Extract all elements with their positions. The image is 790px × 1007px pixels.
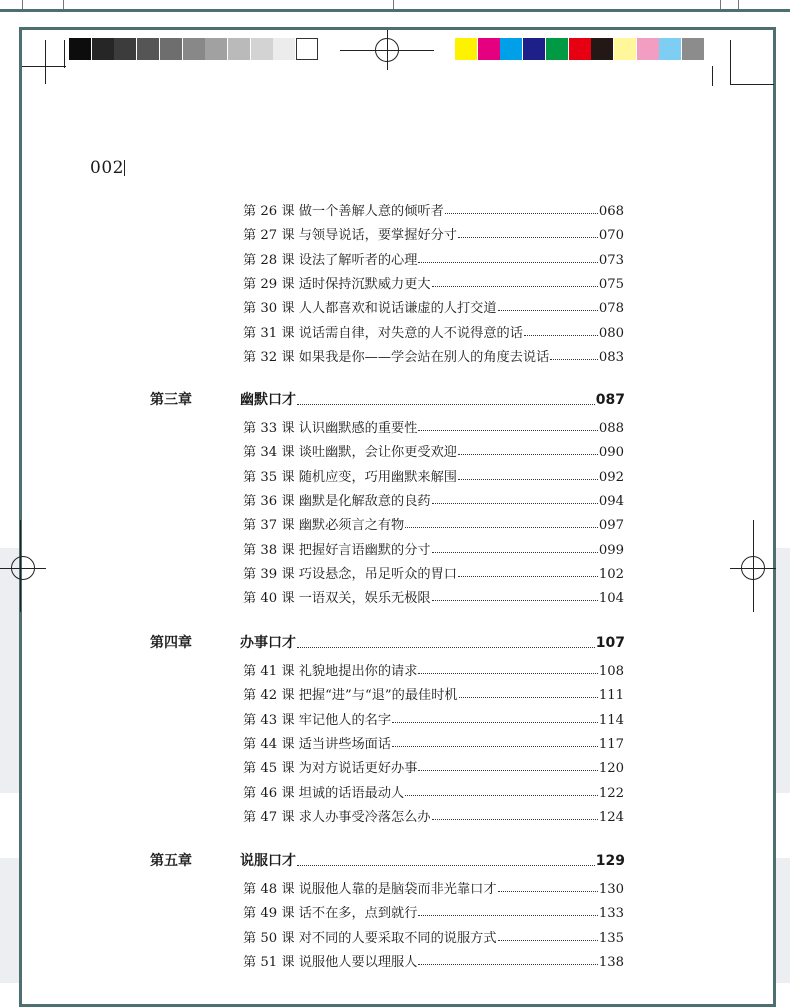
lesson-name: 说话需自律，对失意的人不说得意的话	[298, 325, 523, 341]
dot-leader	[498, 939, 598, 941]
lesson-title	[243, 709, 391, 728]
lesson-title	[243, 878, 497, 897]
dot-leader	[498, 890, 598, 892]
dot-leader	[498, 309, 598, 311]
lesson-name: 设法了解听者的心理	[298, 252, 418, 268]
lesson-page-number: 094	[598, 493, 624, 509]
lesson-name: 适时保持沉默威力更大	[298, 276, 431, 292]
crop-mark	[64, 40, 65, 68]
lesson-number: 第 45 课	[243, 761, 295, 777]
lesson-number: 第 49 课	[243, 906, 295, 922]
lesson-name: 适当讲些场面话	[298, 736, 392, 752]
lesson-page-number: 083	[598, 349, 624, 365]
toc-lesson-entry[interactable]	[243, 660, 624, 678]
toc-lesson-entry[interactable]	[243, 587, 624, 605]
lesson-page-number: 124	[598, 809, 624, 825]
lesson-number: 第 34 课	[243, 445, 295, 461]
lesson-number: 第 26 课	[243, 204, 295, 219]
lesson-page-number: 080	[598, 325, 624, 341]
lesson-page-number: 133	[598, 906, 624, 922]
lesson-page-number: 097	[598, 518, 624, 534]
crop-mark	[20, 520, 21, 612]
color-swatch	[455, 38, 477, 60]
lesson-number: 第 28 课	[243, 252, 295, 268]
lesson-title	[243, 902, 417, 921]
lesson-title	[243, 927, 497, 946]
toc-lesson-entry[interactable]	[243, 806, 624, 824]
lesson-number: 第 36 课	[243, 493, 295, 509]
page-number: 002	[90, 158, 124, 178]
lesson-title	[243, 757, 417, 776]
dot-leader	[418, 963, 597, 965]
dot-leader	[418, 261, 597, 263]
chapter-page-number: 107	[595, 635, 625, 651]
chapter-entry	[240, 389, 625, 409]
lesson-title	[243, 417, 417, 436]
crop-mark	[712, 66, 713, 86]
lesson-page-number: 088	[598, 421, 624, 436]
dot-leader	[297, 864, 595, 866]
color-swatch	[500, 38, 522, 60]
lesson-number: 第 46 课	[243, 785, 295, 801]
lesson-name: 说服他人要以理服人	[298, 954, 418, 970]
lesson-number: 第 48 课	[243, 882, 295, 897]
dot-leader	[445, 212, 598, 214]
lesson-name: 谈吐幽默，会让你更受欢迎	[298, 445, 457, 461]
color-swatch	[137, 38, 159, 60]
color-swatch	[114, 38, 136, 60]
dot-leader	[418, 769, 597, 771]
toc-lesson-entry[interactable]	[243, 490, 624, 508]
lesson-number: 第 32 课	[243, 349, 295, 365]
lesson-name: 对不同的人要采取不同的说服方式	[298, 930, 497, 946]
lesson-title	[243, 660, 417, 679]
lesson-title	[243, 539, 431, 558]
lesson-number: 第 43 课	[243, 712, 295, 728]
toc-lesson-entry[interactable]	[243, 346, 624, 364]
lesson-name: 牢记他人的名字	[298, 712, 392, 728]
crop-mark	[45, 40, 46, 84]
toc-lesson-entry[interactable]	[243, 322, 624, 340]
lesson-title	[243, 733, 391, 752]
color-swatch	[69, 38, 91, 60]
chapter-number: 第五章	[150, 853, 192, 869]
lesson-number: 第 27 课	[243, 228, 295, 244]
lesson-page-number: 090	[598, 445, 624, 461]
lesson-name: 一语双关，娱乐无极限	[298, 591, 431, 607]
toc-lesson-entry[interactable]	[243, 297, 624, 315]
color-swatch	[659, 38, 681, 60]
lesson-title	[243, 224, 457, 243]
lesson-name: 把握“进”与“退”的最佳时机	[298, 688, 458, 704]
lesson-number: 第 47 课	[243, 809, 295, 825]
lesson-title	[243, 782, 404, 801]
toc-lesson-entry[interactable]	[243, 782, 624, 800]
color-swatch	[183, 38, 205, 60]
previous-page-edge	[0, 0, 790, 12]
dot-leader	[392, 721, 598, 723]
toc-lesson-entry[interactable]	[243, 539, 624, 557]
dot-leader	[392, 745, 598, 747]
chapter-page-number: 087	[595, 392, 625, 408]
dot-leader	[458, 236, 598, 238]
dot-leader	[458, 453, 598, 455]
color-swatch	[251, 38, 273, 60]
lesson-title	[243, 249, 417, 268]
dot-leader	[432, 502, 598, 504]
chapter-title: 幽默口才	[240, 392, 296, 408]
lesson-title	[243, 951, 417, 970]
toc-lesson-entry[interactable]	[243, 249, 624, 267]
lesson-number: 第 37 课	[243, 518, 295, 534]
dot-leader	[418, 672, 597, 674]
color-swatch	[228, 38, 250, 60]
toc-lesson-entry[interactable]	[243, 417, 624, 435]
page-number-rule	[124, 160, 125, 176]
dot-leader	[418, 429, 597, 431]
lesson-name: 与领导说话，要掌握好分寸	[298, 228, 457, 244]
color-swatch	[205, 38, 227, 60]
toc-lesson-entry[interactable]	[243, 757, 624, 775]
lesson-number: 第 29 课	[243, 276, 295, 292]
lesson-page-number: 120	[598, 761, 624, 777]
crop-mark	[738, 0, 739, 9]
lesson-title	[243, 514, 404, 533]
dot-leader	[432, 818, 598, 820]
lesson-name: 做一个善解人意的倾听者	[298, 204, 444, 219]
dot-leader	[524, 334, 598, 336]
dot-leader	[297, 646, 595, 648]
toc-lesson-entry[interactable]	[243, 902, 624, 920]
chapter-number: 第三章	[150, 392, 192, 408]
crop-mark	[730, 84, 774, 85]
lesson-number: 第 40 课	[243, 591, 295, 607]
lesson-name: 为对方说话更好办事	[298, 761, 418, 777]
chapter-entry	[240, 850, 625, 870]
dot-leader	[297, 403, 595, 405]
lesson-name: 礼貌地提出你的请求	[298, 664, 418, 679]
lesson-page-number: 108	[598, 664, 624, 679]
dot-leader	[459, 696, 598, 698]
lesson-name: 巧设悬念，吊足听众的胃口	[298, 566, 457, 582]
toc-chapter-entry[interactable]	[150, 389, 625, 409]
toc-lesson-entry[interactable]	[243, 709, 624, 727]
lesson-page-number: 073	[598, 252, 624, 268]
dot-leader	[458, 478, 598, 480]
crop-mark	[63, 0, 64, 9]
lesson-number: 第 42 课	[243, 688, 295, 704]
lesson-page-number: 102	[598, 566, 624, 582]
lesson-page-number: 138	[598, 954, 624, 970]
lesson-page-number: 068	[598, 204, 624, 219]
lesson-page-number: 130	[598, 882, 624, 897]
lesson-page-number: 135	[598, 930, 624, 946]
lesson-page-number: 111	[598, 688, 624, 704]
dot-leader	[405, 794, 598, 796]
color-swatch	[296, 38, 318, 60]
crop-mark	[753, 520, 754, 612]
color-swatch	[92, 38, 114, 60]
crop-mark	[720, 0, 721, 9]
lesson-page-number: 092	[598, 469, 624, 485]
crop-mark	[393, 0, 394, 9]
color-swatch	[478, 38, 500, 60]
color-swatch	[569, 38, 591, 60]
color-swatch	[546, 38, 568, 60]
chapter-entry	[240, 632, 625, 652]
chapter-page-number: 129	[595, 853, 625, 869]
toc-lesson-entry[interactable]	[243, 733, 624, 751]
toc-lesson-entry[interactable]	[243, 200, 624, 218]
toc-lesson-entry[interactable]	[243, 514, 624, 532]
lesson-number: 第 38 课	[243, 542, 295, 558]
lesson-number: 第 31 课	[243, 325, 295, 341]
lesson-title	[243, 322, 523, 341]
color-swatch	[637, 38, 659, 60]
lesson-title	[243, 441, 457, 460]
dot-leader	[432, 599, 598, 601]
toc-lesson-entry[interactable]	[243, 563, 624, 581]
color-swatch	[682, 38, 704, 60]
lesson-name: 幽默是化解敌意的良药	[298, 493, 431, 509]
toc-lesson-entry[interactable]	[243, 684, 624, 702]
lesson-page-number: 122	[598, 785, 624, 801]
lesson-name: 幽默必须言之有物	[298, 518, 405, 534]
chapter-title: 说服口才	[240, 853, 296, 869]
color-swatch	[523, 38, 545, 60]
color-swatch	[614, 38, 636, 60]
lesson-name: 坦诚的话语最动人	[298, 785, 405, 801]
toc-lesson-entry[interactable]	[243, 441, 624, 459]
lesson-number: 第 39 课	[243, 566, 295, 582]
lesson-page-number: 070	[598, 228, 624, 244]
dot-leader	[418, 914, 597, 916]
lesson-name: 话不在多，点到就行	[298, 906, 418, 922]
lesson-name: 把握好言语幽默的分寸	[298, 542, 431, 558]
dot-leader	[405, 526, 598, 528]
color-swatch	[591, 38, 613, 60]
chapter-number: 第四章	[150, 635, 192, 651]
lesson-page-number: 104	[598, 591, 624, 607]
toc-lesson-entry[interactable]	[243, 878, 624, 896]
lesson-name: 认识幽默感的重要性	[298, 421, 418, 436]
lesson-number: 第 50 课	[243, 930, 295, 946]
crop-mark	[22, 0, 23, 9]
lesson-title	[243, 563, 457, 582]
crop-mark	[22, 66, 66, 67]
lesson-name: 随机应变，巧用幽默来解围	[298, 469, 457, 485]
dot-leader	[432, 551, 598, 553]
registration-mark-icon	[0, 545, 46, 591]
chapter-title: 办事口才	[240, 635, 296, 651]
lesson-page-number: 075	[598, 276, 624, 292]
lesson-number: 第 35 课	[243, 469, 295, 485]
toc-lesson-entry[interactable]	[243, 224, 624, 242]
lesson-page-number: 117	[598, 736, 624, 752]
toc-chapter-entry[interactable]	[150, 850, 625, 870]
lesson-name: 说服他人靠的是脑袋而非光靠口才	[298, 882, 497, 897]
toc-lesson-entry[interactable]	[243, 927, 624, 945]
dot-leader	[458, 575, 598, 577]
lesson-page-number: 078	[598, 301, 624, 317]
lesson-number: 第 30 课	[243, 301, 295, 317]
lesson-name: 求人办事受冷落怎么办	[298, 809, 431, 825]
lesson-page-number: 114	[598, 712, 624, 728]
registration-mark-icon	[340, 30, 434, 70]
toc-chapter-entry[interactable]	[150, 632, 625, 652]
lesson-title	[243, 684, 458, 703]
lesson-title	[243, 200, 444, 219]
lesson-title	[243, 297, 497, 316]
lesson-title	[243, 273, 431, 292]
lesson-page-number: 099	[598, 542, 624, 558]
lesson-name: 人人都喜欢和说话谦虚的人打交道	[298, 301, 497, 317]
lesson-number: 第 51 课	[243, 954, 295, 970]
lesson-number: 第 41 课	[243, 664, 295, 679]
lesson-title	[243, 466, 457, 485]
toc-lesson-entry[interactable]	[243, 273, 624, 291]
toc-lesson-entry[interactable]	[243, 466, 624, 484]
lesson-name: 如果我是你——学会站在别人的角度去说话	[298, 349, 550, 365]
toc-lesson-entry[interactable]	[243, 951, 624, 969]
lesson-number: 第 44 课	[243, 736, 295, 752]
lesson-number: 第 33 课	[243, 421, 295, 436]
lesson-title	[243, 346, 549, 365]
dot-leader	[432, 285, 598, 287]
dot-leader	[550, 358, 598, 360]
crop-mark	[730, 40, 731, 84]
color-swatch	[273, 38, 295, 60]
lesson-title	[243, 806, 431, 825]
lesson-title	[243, 490, 431, 509]
color-swatch	[160, 38, 182, 60]
lesson-title	[243, 587, 431, 606]
